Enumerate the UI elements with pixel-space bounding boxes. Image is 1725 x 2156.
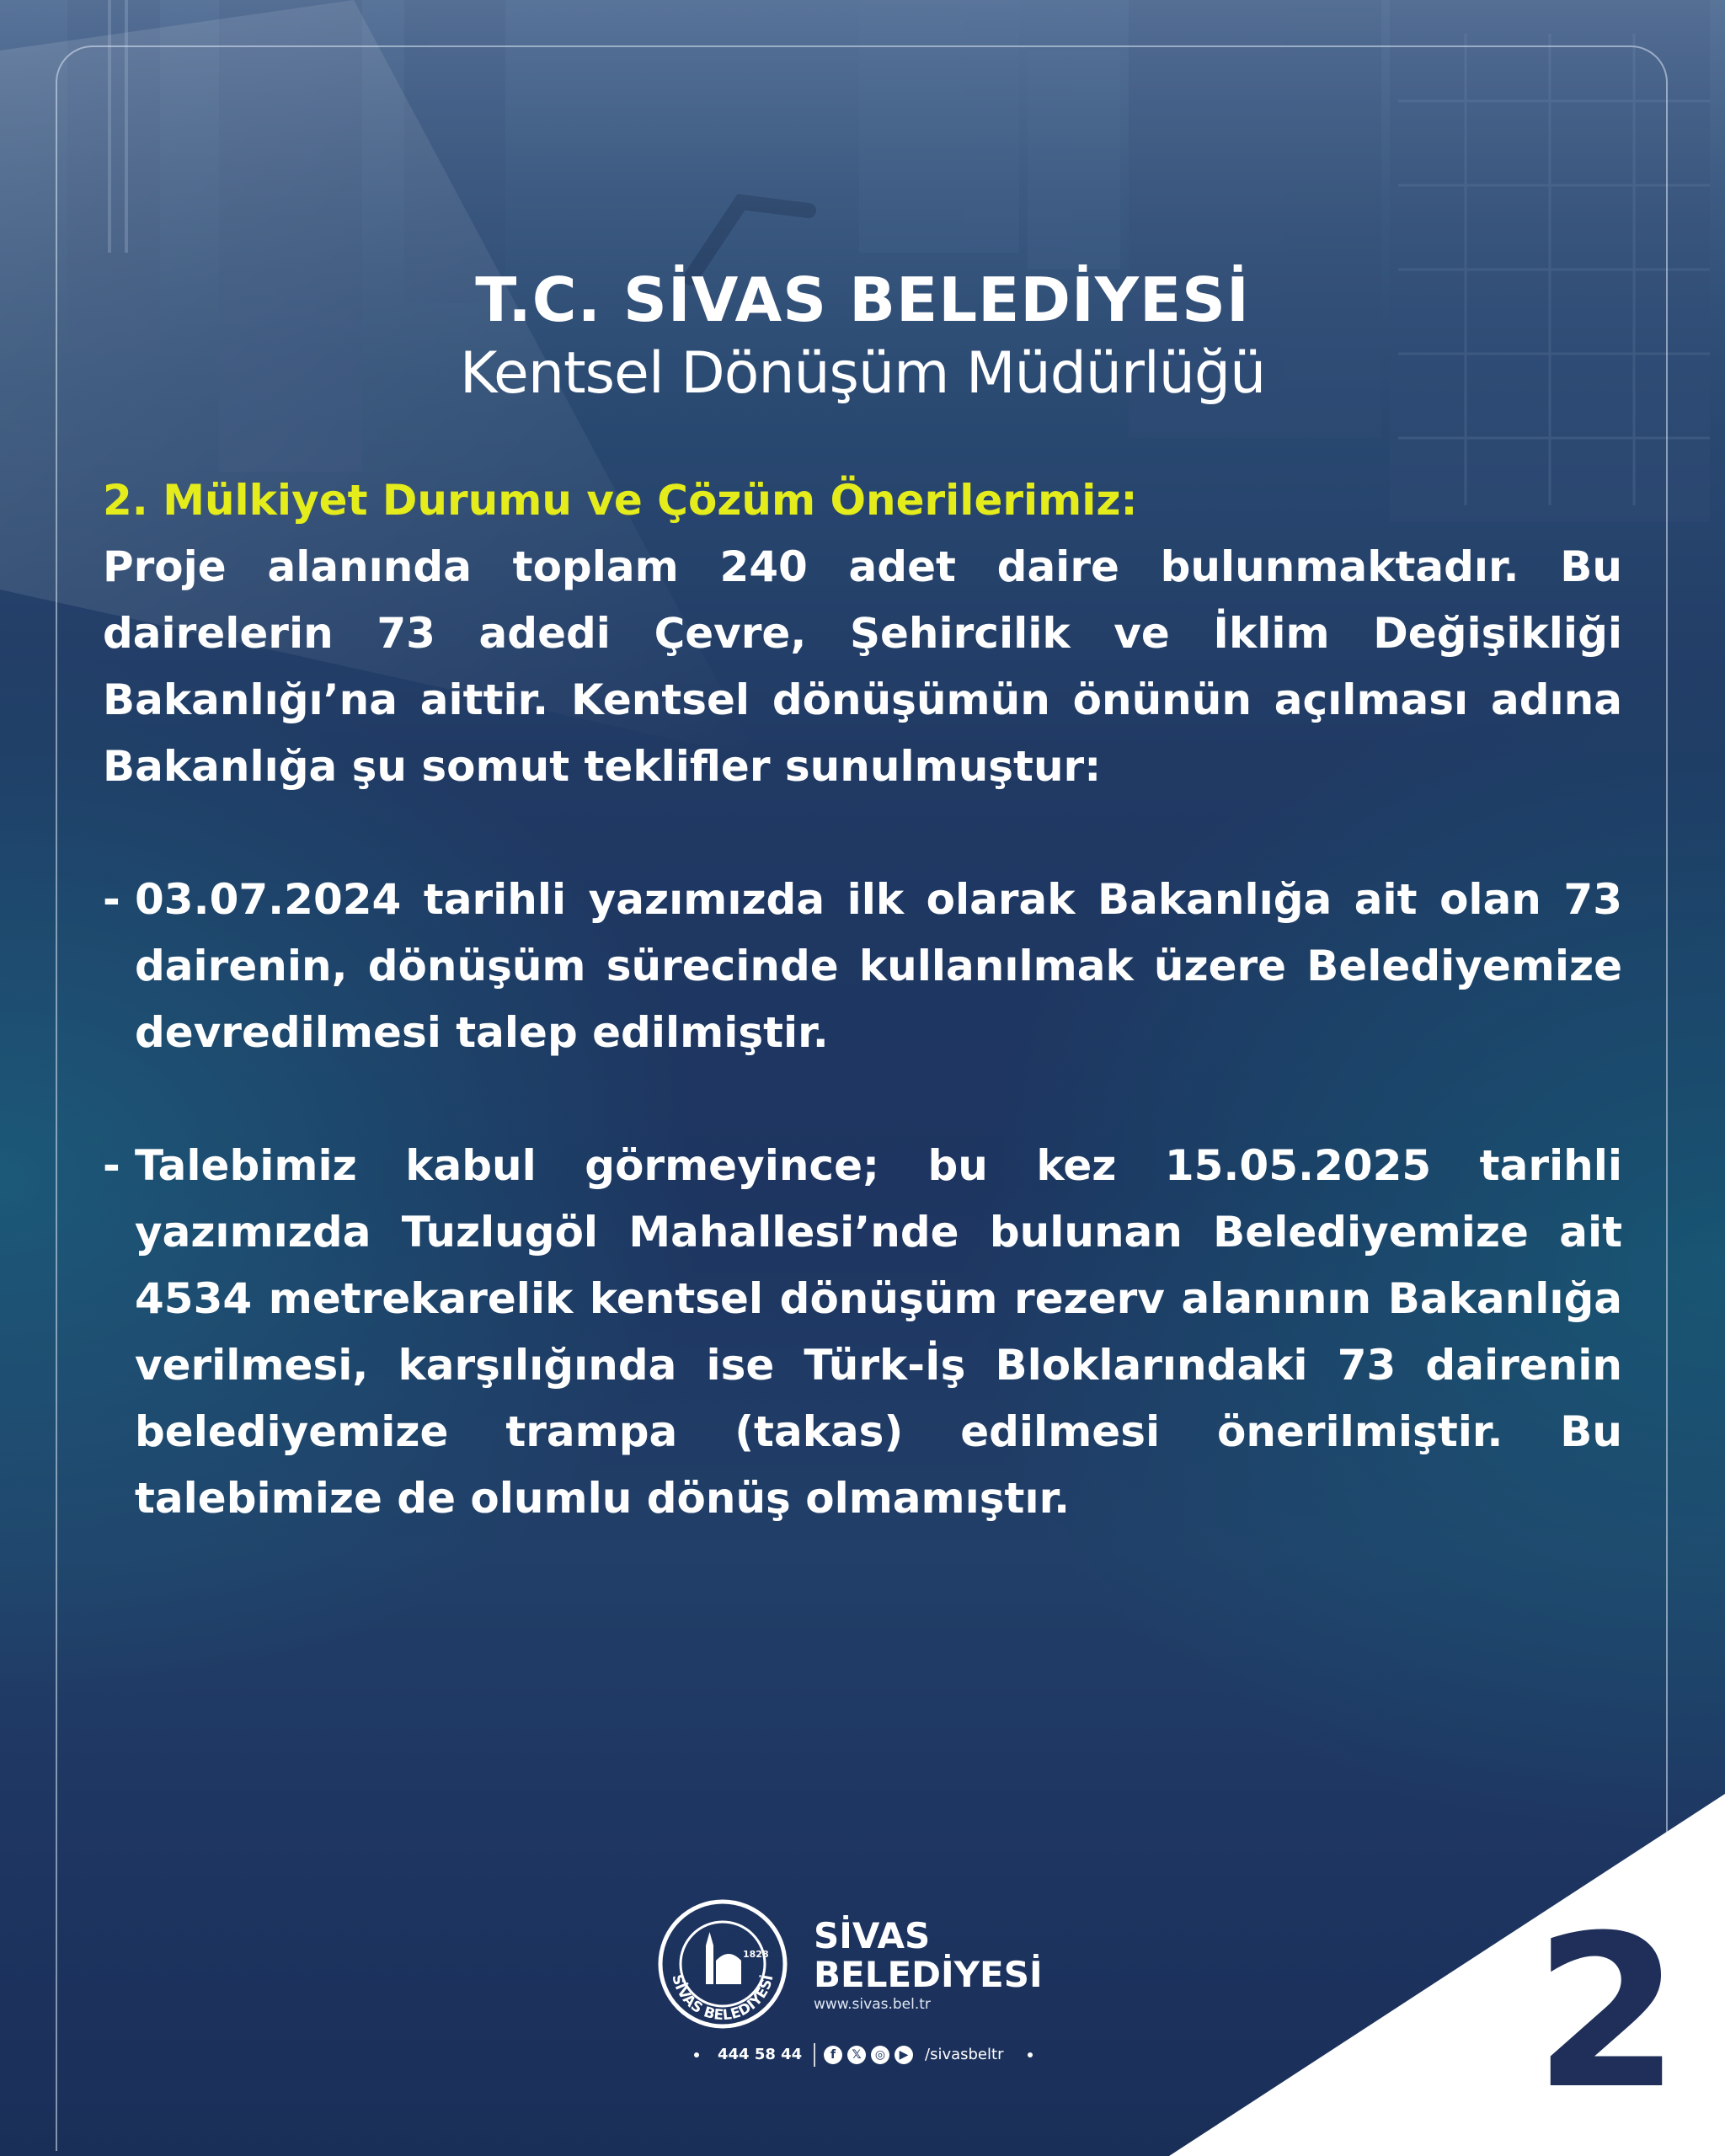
municipality-seal-icon [655,1897,790,2031]
website-url: www.sivas.bel.tr [814,1996,931,2013]
instagram-icon: ◎ [871,2046,889,2064]
x-icon: 𝕏 [847,2046,866,2064]
list-item-text: Talebimiz kabul görmeyince; bu kez 15.05.2025 tarihli yazımızda Tuzlugöl Mahallesi’nde bulunan Belediyemize ait 4534 metrekarelik kentsel dönüşüm rezerv alanının Bakanlığa verilmesi, karşılığında ise Türk-İş Bloklarındaki 73 dairenin belediyemize trampa (takas) edilmesi önerilmiştir. Bu talebimize de olumlu dönüş olmamıştır. [135,1141,1622,1523]
main-content [103,467,1622,1532]
page-title: T.C. SİVAS BELEDİYESİ [475,264,1250,335]
seal-text: SİVAS BELEDİYESİ [668,1972,777,2025]
spacer [103,1066,1622,1133]
list-item [103,1133,1622,1532]
spacer [103,800,1622,867]
contact-footer [691,2038,1044,2072]
divider-dot [694,2052,699,2057]
facebook-icon: f [824,2046,842,2064]
intro-paragraph: Proje alanında toplam 240 adet daire bulunmaktadır. Bu dairelerin 73 adedi Çevre, Şehircilik ve İklim Değişikliği Bakanlığı’na aittir. Kentsel dönüşümün önünün açılması adına Bakanlığa şu somut teklifler sunulmuştur: [103,542,1622,791]
brand-line2: BELEDİYESİ [814,1954,1043,1995]
youtube-icon: ▶ [895,2046,913,2064]
page-header [0,261,1725,409]
phone-number: 444 58 44 [718,2046,803,2063]
list-item [103,867,1622,1066]
page-subtitle: Kentsel Dönüşüm Müdürlüğü [459,340,1266,407]
list-item-text: 03.07.2024 tarihli yazımızda ilk olarak Bakanlığa ait olan 73 dairenin, dönüşüm sürecinde kullanılmak üzere Belediyemize devredilmesi talep edilmiştir. [135,875,1622,1057]
divider-dot [1028,2052,1033,2057]
municipality-logo [655,1897,1093,2031]
seal-year: 1828 [743,1949,769,1960]
social-handle: /sivasbeltr [925,2046,1004,2063]
bullet-dash: - [103,1141,120,1190]
brand-name [814,1917,1043,2015]
section-heading: 2. Mülkiyet Durumu ve Çözüm Önerilerimiz: [103,476,1138,525]
brand-line1: SİVAS [814,1915,931,1956]
page-number: 2 [1534,1890,1680,2135]
bullet-dash: - [103,875,120,924]
divider [814,2043,815,2067]
